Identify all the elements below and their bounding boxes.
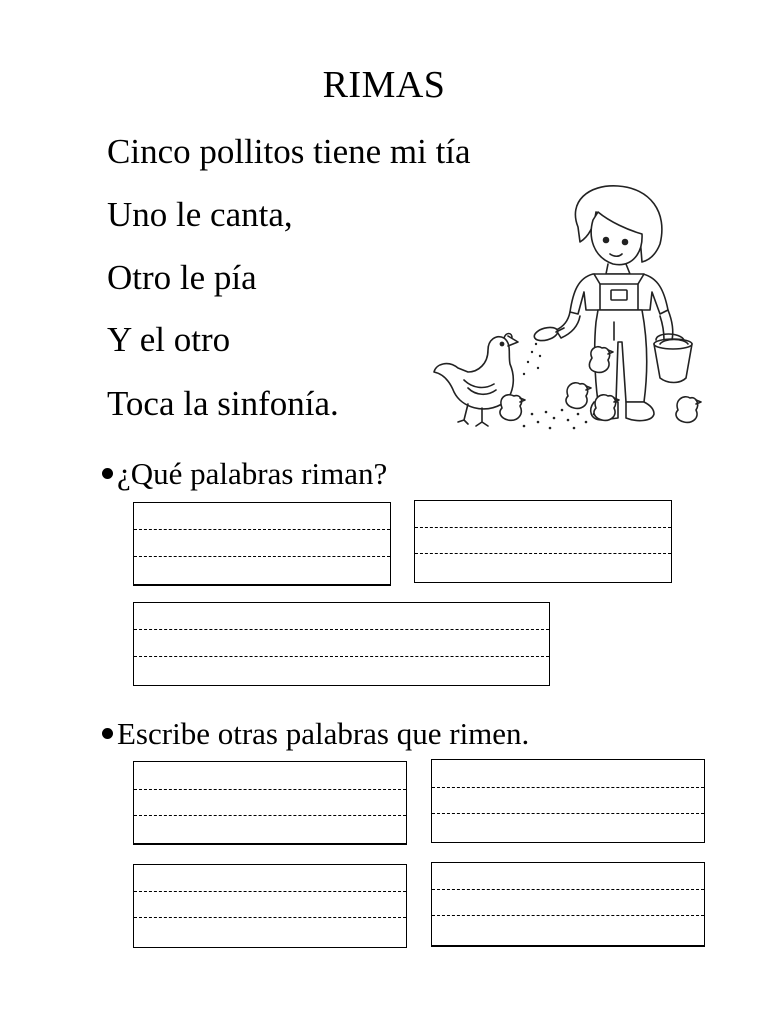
poem-line-1: Cinco pollitos tiene mi tía — [107, 132, 471, 171]
answer-box-4[interactable] — [133, 761, 407, 845]
answer-box-3[interactable] — [133, 602, 550, 686]
question-write-rhymes: Escribe otras palabras que rimen. — [102, 714, 529, 754]
answer-box-5[interactable] — [431, 759, 705, 843]
girl-feeding-chicks-illustration — [428, 182, 713, 450]
poem-line-4: Y el otro — [107, 320, 231, 359]
answer-box-6[interactable] — [133, 864, 407, 948]
poem-line-2: Uno le canta, — [107, 195, 293, 234]
answer-box-2[interactable] — [414, 500, 672, 583]
question-what-rhymes: ¿Qué palabras riman? — [102, 454, 387, 494]
bullet-icon — [102, 728, 113, 739]
worksheet-title: RIMAS — [322, 64, 446, 106]
answer-box-7[interactable] — [431, 862, 705, 947]
poem-line-5: Toca la sinfonía. — [107, 384, 339, 423]
answer-box-1[interactable] — [133, 502, 391, 586]
poem-line-3: Otro le pía — [107, 258, 257, 297]
bullet-icon — [102, 468, 113, 479]
